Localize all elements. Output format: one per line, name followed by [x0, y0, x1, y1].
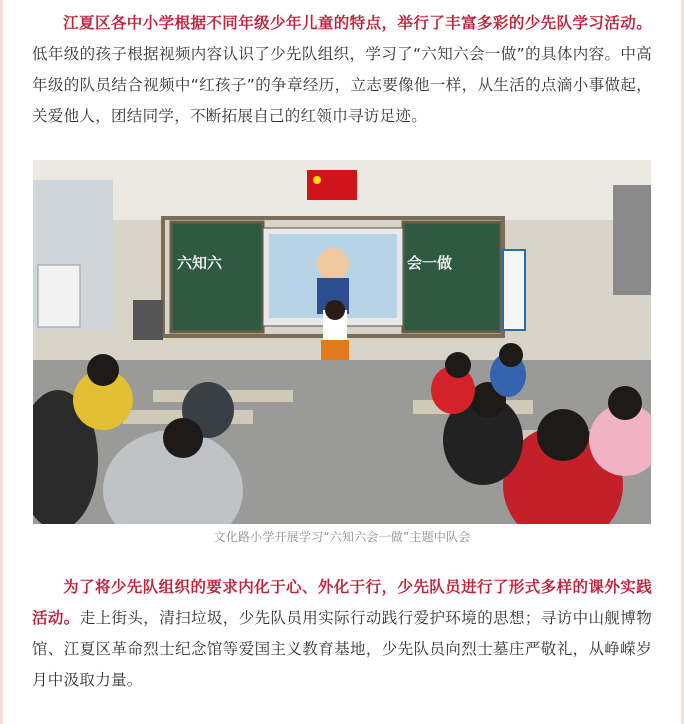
article-paragraph-1 — [32, 8, 652, 132]
board-right-text: 会一做 — [407, 254, 453, 272]
classroom-photo — [33, 160, 651, 524]
paragraph-2 — [32, 572, 652, 696]
left-border — [0, 0, 3, 724]
paragraph-1-lead: 江夏区各中小学根据不同年级少年儿童的特点，举行了丰富多彩的少先队学习活动。 — [63, 14, 652, 32]
board-left-text: 六知六 — [177, 254, 223, 272]
flag-icon — [307, 170, 357, 200]
photo-caption: 文化路小学开展学习“六知六会一做”主题中队会 — [213, 530, 471, 544]
article-paragraph-2 — [32, 572, 652, 696]
classroom-photo-illustration — [33, 160, 651, 524]
paragraph-2-body: 走上街头，清扫垃圾，少先队员用实际行动践行爱护环境的思想；寻访中山舰博物馆、江夏区革命烈士纪念馆等爱国主义教育基地，少先队员向烈士墓庄严敬礼，从峥嵘岁月中汲取力量。 — [32, 609, 652, 689]
paragraph-1 — [32, 8, 652, 132]
paragraph-1-body: 低年级的孩子根据视频内容认识了少先队组织，学习了“六知六会一做”的具体内容。中高年级的队员结合视频中“红孩子”的争章经历，立志要像他一样，从生活的点滴小事做起，关爱他人，团结同学，不断拓展自己的红领巾寻访足迹。 — [32, 45, 652, 125]
paragraph-2-lead: 为了将少先队组织的要求内化于心、外化于行，少先队员进行了形式多样的课外实践活动。 — [32, 578, 652, 627]
